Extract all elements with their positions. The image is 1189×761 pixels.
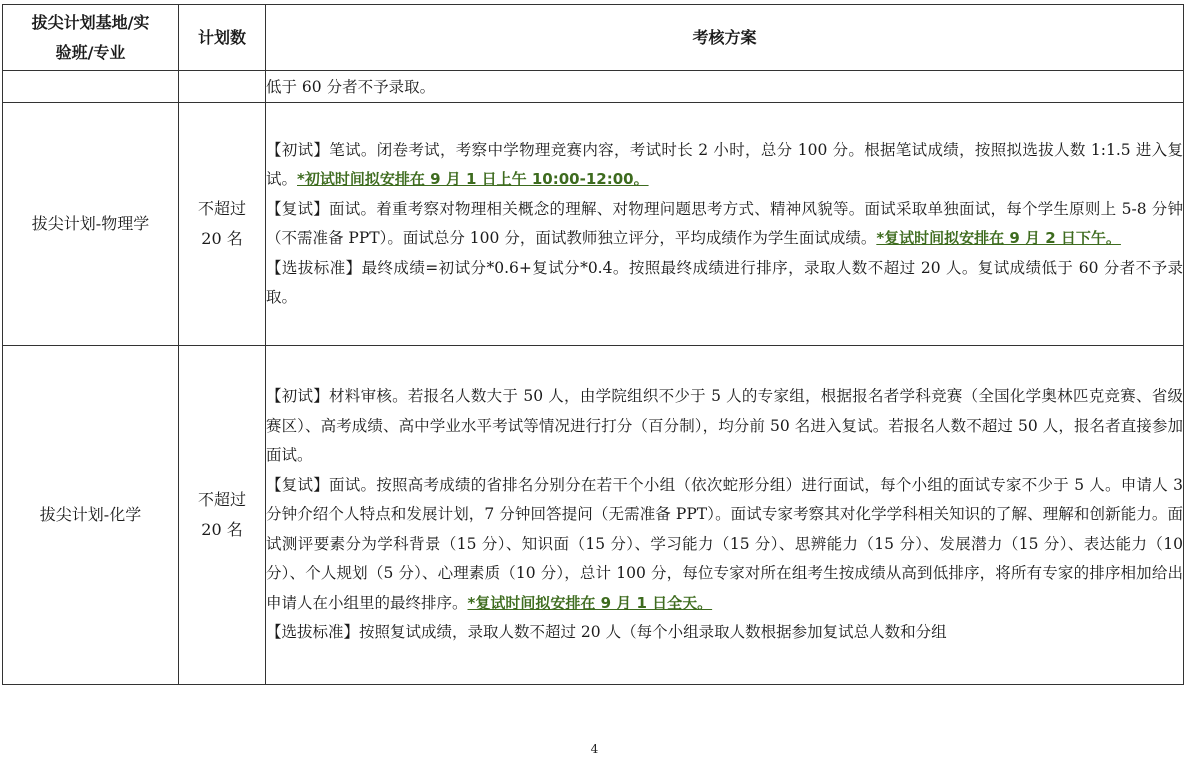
- header-plan-count: 计划数: [179, 5, 266, 71]
- paragraph-text: 【复试】面试。着重考察对物理相关概念的理解、对物理问题思考方式、精神风貌等。面试采取单独面试，每个学生原则上 5-8 分钟（不需准备 PPT）。面试总分 100 分，面试教师独立评分，平均成绩作为学生面试成绩。: [266, 199, 1183, 247]
- header-assessment: 考核方案: [266, 5, 1184, 71]
- schedule-highlight: *初试时间拟安排在 9 月 1 日上午 10:00-12:00。: [297, 170, 649, 188]
- header-row: [3, 5, 1184, 71]
- assessment-table: [2, 4, 1184, 685]
- plan-count-line2: 20 名: [201, 520, 243, 539]
- paragraph-text: 【初试】笔试。闭卷考试，考察中学物理竞赛内容，考试时长 2 小时，总分 100 分。根据笔试成绩，按照拟选拔人数 1:1.5 进入复试。: [266, 140, 1183, 188]
- plan-count-line2: 20 名: [201, 229, 243, 248]
- program-name: 拔尖计划-化学: [3, 346, 179, 685]
- header-base-line1: 拔尖计划基地/实: [31, 12, 150, 32]
- page-number: 4: [590, 742, 599, 756]
- paragraph-selection-standard: [266, 254, 1183, 313]
- paragraph-text: 【复试】面试。按照高考成绩的省排名分别分在若干个小组（依次蛇形分组）进行面试，每个小组的面试专家不少于 5 人。申请人 3 分钟介绍个人特点和发展计划，7 分钟回答提问（无需准备 PPT）。面试专家考察其对化学学科相关知识的了解、理解和创新能力。面试测评要素分为学科背景（15 分）、知识面（15 分）、学习能力（15 分）、思辨能力（15 分）、发展潜力（15 分）、表达能力（10 分）、个人规划（5 分）、心理素质（10 分），总计 100 分，每位专家对所在组考生按成绩从高到低排序，将所有专家的排序相加给出申请人在小组里的最终排序。: [266, 475, 1183, 612]
- schedule-highlight: *复试时间拟安排在 9 月 2 日下午。: [876, 229, 1121, 247]
- plan-count: [179, 103, 266, 346]
- assessment-plan: [266, 346, 1184, 685]
- assessment-plan: [266, 103, 1184, 346]
- schedule-highlight: *复试时间拟安排在 9 月 1 日全天。: [467, 593, 713, 612]
- plan-count-line1: 不超过: [197, 199, 246, 218]
- program-name: 拔尖计划-物理学: [3, 103, 179, 346]
- continuation-text: 低于 60 分者不予录取。: [266, 71, 1184, 103]
- header-base-line2: 验班/专业: [55, 42, 126, 62]
- paragraph-first-exam: [266, 136, 1183, 195]
- paragraph-text: 【初试】材料审核。若报名人数大于 50 人，由学院组织不少于 5 人的专家组，根据报名者学科竞赛（全国化学奥林匹克竞赛、省级赛区）、高考成绩、高中学业水平考试等情况进行打分（百分制），均分前 50 名进入复试。若报名人数不超过 50 人，报名者直接参加面试。: [266, 387, 1183, 465]
- table-row: [3, 346, 1184, 685]
- plan-count-line1: 不超过: [197, 490, 246, 509]
- paragraph-first-exam: [266, 382, 1183, 471]
- paragraph-second-exam: [266, 195, 1183, 254]
- paragraph-text: 【选拔标准】按照复试成绩，录取人数不超过 20 人（每个小组录取人数根据参加复试总人数和分组: [266, 623, 947, 642]
- paragraph-text: 【选拔标准】最终成绩=初试分*0.6+复试分*0.4。按照最终成绩进行排序，录取人数不超过 20 人。复试成绩低于 60 分者不予录取。: [266, 258, 1183, 306]
- continuation-empty-1: [3, 71, 179, 103]
- paragraph-second-exam: [266, 471, 1183, 619]
- paragraph-selection-standard: [266, 618, 1183, 648]
- continuation-empty-2: [179, 71, 266, 103]
- plan-count: [179, 346, 266, 685]
- header-base: [3, 5, 179, 71]
- table-row: [3, 103, 1184, 346]
- continuation-row: [3, 71, 1184, 103]
